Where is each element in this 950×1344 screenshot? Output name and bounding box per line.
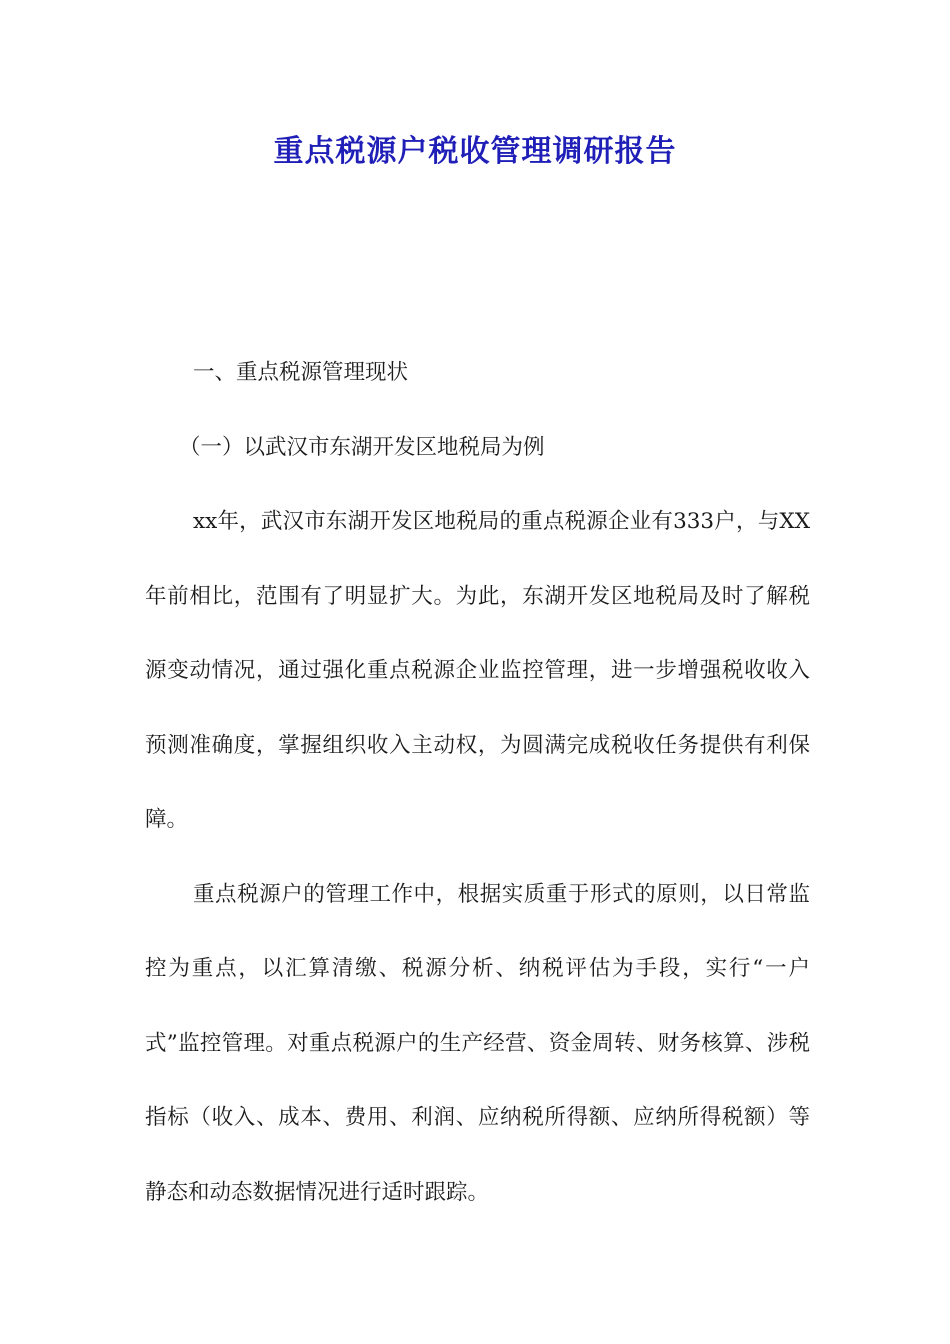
subsection-heading: （一）以武汉市东湖开发区地税局为例 [179, 434, 545, 460]
paragraph-1: xx年，武汉市东湖开发区地税局的重点税源企业有333户，与XX年前相比，范围有了明显扩大。为此，东湖开发区地税局及时了解税源变动情况，通过强化重点税源企业监控管理，进一步增强税收收入预测准确度，掌握组织收入主动权，为圆满完成税收任务提供有利保障。 [145, 509, 810, 832]
document-title: 重点税源户税收管理调研报告 [273, 134, 677, 169]
section-heading: 一、重点税源管理现状 [193, 360, 409, 385]
paragraph-2: 重点税源户的管理工作中，根据实质重于形式的原则，以日常监控为重点，以汇算清缴、税源分析、纳税评估为手段，实行“一户式”监控管理。对重点税源户的生产经营、资金周转、财务核算、涉税指标（收入、成本、费用、利润、应纳税所得额、应纳所得税额）等静态和动态数据情况进行适时跟踪。 [145, 881, 810, 1205]
document-body [145, 336, 810, 1230]
